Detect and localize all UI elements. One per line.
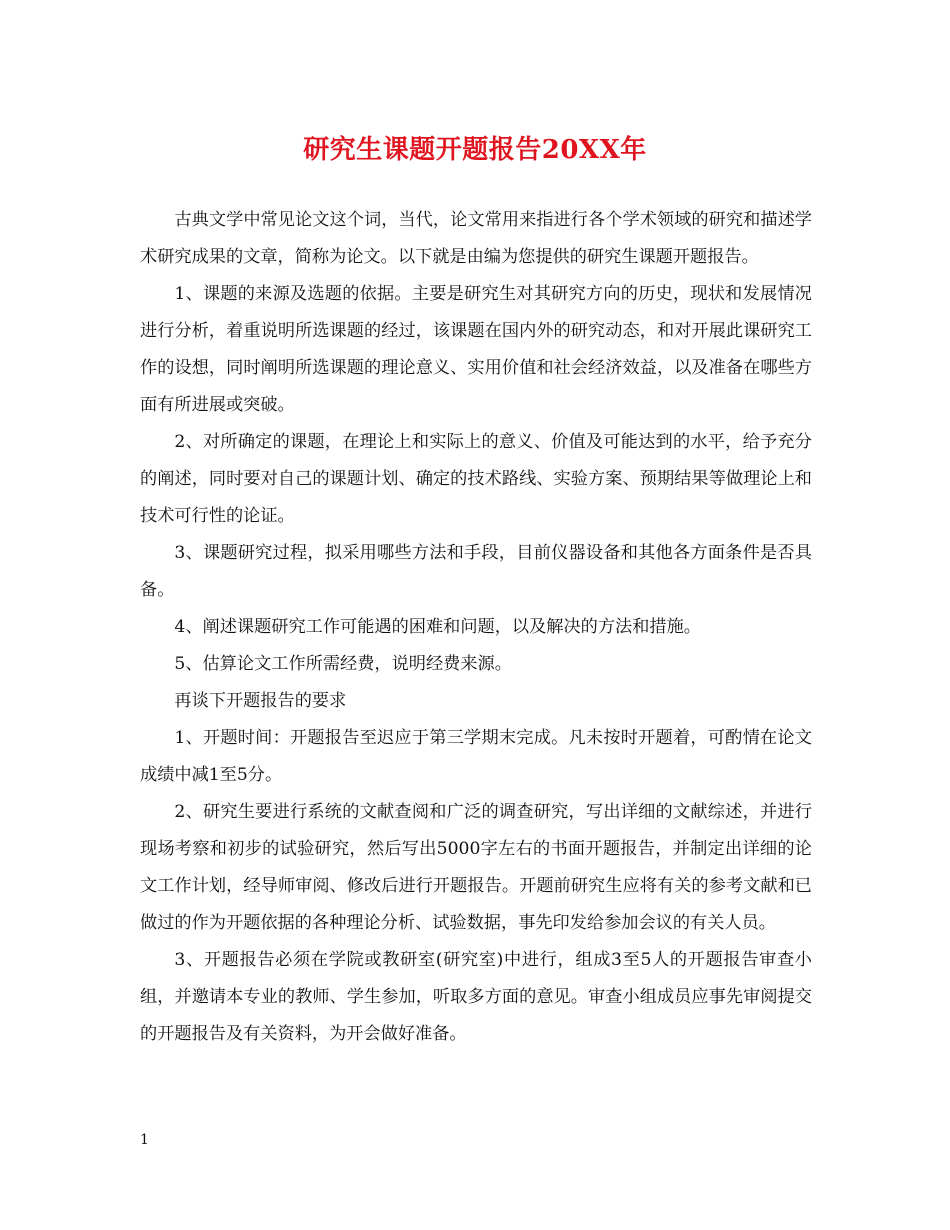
paragraph-requirement-2: 2、研究生要进行系统的文献查阅和广泛的调查研究，写出详细的文献综述，并进行现场考察和初步的试验研究，然后写出5000字左右的书面开题报告，并制定出详细的论文工作计划，经导师审阅、修改后进行开题报告。开题前研究生应将有关的参考文献和已做过的作为开题依据的各种理论分析、试验数据，事先印发给参加会议的有关人员。 <box>140 802 812 933</box>
paragraph-item-2: 2、对所确定的课题，在理论上和实际上的意义、价值及可能达到的水平，给予充分的阐述，同时要对自己的课题计划、确定的技术路线、实验方案、预期结果等做理论上和技术可行性的论证。 <box>140 432 812 526</box>
document-body <box>140 202 812 1053</box>
paragraph-item-4: 4、阐述课题研究工作可能遇的困难和问题，以及解决的方法和措施。 <box>174 617 701 637</box>
paragraph-requirement-3: 3、开题报告必须在学院或教研室(研究室)中进行，组成3至5人的开题报告审查小组，并邀请本专业的教师、学生参加，听取多方面的意见。审查小组成员应事先审阅提交的开题报告及有关资料，为开会做好准备。 <box>140 950 812 1044</box>
paragraph-intro: 古典文学中常见论文这个词，当代，论文常用来指进行各个学术领域的研究和描述学术研究成果的文章，简称为论文。以下就是由编为您提供的研究生课题开题报告。 <box>140 210 812 267</box>
paragraph-requirement-1: 1、开题时间：开题报告至迟应于第三学期末完成。凡未按时开题着，可酌情在论文成绩中减1至5分。 <box>140 728 812 785</box>
paragraph-item-1: 1、课题的来源及选题的依据。主要是研究生对其研究方向的历史，现状和发展情况进行分析，着重说明所选课题的经过，该课题在国内外的研究动态，和对开展此课研究工作的设想，同时阐明所选课题的理论意义、实用价值和社会经济效益，以及准备在哪些方面有所进展或突破。 <box>140 284 812 415</box>
page-number: 1 <box>140 1132 149 1148</box>
paragraph-requirements-heading: 再谈下开题报告的要求 <box>174 691 347 711</box>
document-title: 研究生课题开题报告20XX年 <box>303 135 647 165</box>
paragraph-item-3: 3、课题研究过程，拟采用哪些方法和手段，目前仪器设备和其他各方面条件是否具备。 <box>140 543 812 600</box>
paragraph-item-5: 5、估算论文工作所需经费，说明经费来源。 <box>174 654 512 674</box>
